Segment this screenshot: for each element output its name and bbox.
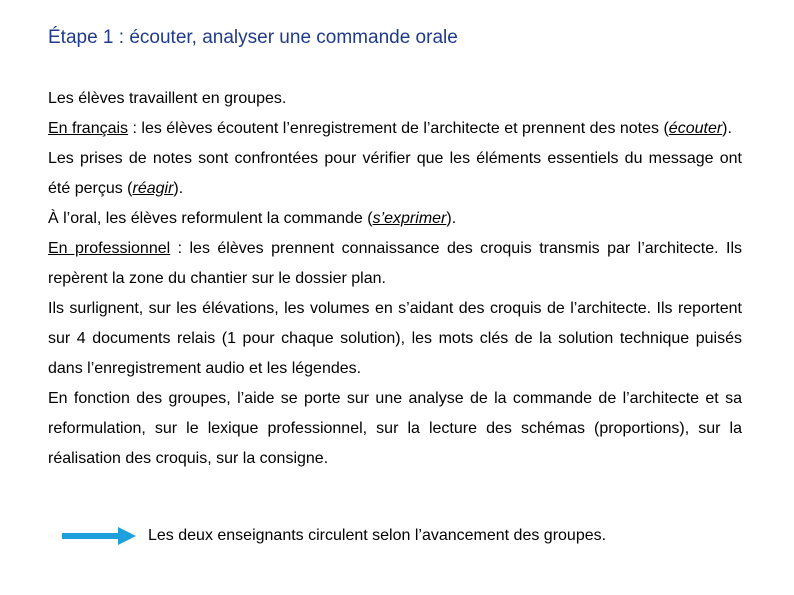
prises-paragraph (48, 144, 742, 204)
oral-paragraph (48, 204, 742, 234)
oral-text-a: À l’oral, les élèves reformulent la commande ( (48, 210, 373, 227)
arrow-right-icon (62, 526, 136, 546)
footer-note (62, 521, 606, 551)
surlignent-paragraph: Ils surlignent, sur les élévations, les volumes en s’aidant des croquis de l’architecte. Ils reportent sur 4 documents relais (1 pour chaque solution), les mots clés de la solution technique puisés dans l’enregistrement audio et les légendes. (48, 300, 742, 377)
oral-text-b: ). (446, 210, 457, 227)
oral-em: s’exprimer (372, 210, 447, 227)
pro-paragraph (48, 234, 742, 294)
footer-text: Les deux enseignants circulent selon l’avancement des groupes. (148, 527, 607, 544)
intro-paragraph: Les élèves travaillent en groupes. (48, 90, 287, 107)
pro-label: En professionnel (48, 240, 171, 257)
francais-em: écouter (668, 120, 723, 137)
pro-text-a: : les élèves prennent connaissance des croquis transmis par l’architecte. Ils repèrent la zone du chantier sur le dossier plan. (48, 240, 743, 287)
prises-text-b: ). (173, 180, 184, 197)
document-body (48, 84, 742, 474)
page-title: Étape 1 : écouter, analyser une commande orale (48, 27, 458, 48)
francais-text-b: ). (722, 120, 732, 137)
francais-text-a: : les élèves écoutent l’enregistrement de l’architecte et prennent des notes ( (128, 120, 669, 137)
francais-label: En français (48, 120, 129, 137)
prises-em: réagir (132, 180, 174, 197)
aide-paragraph: En fonction des groupes, l’aide se porte sur une analyse de la commande de l’architecte et sa reformulation, sur le lexique professionnel, sur la lecture des schémas (proportions), sur la réalisation des croquis, sur la consigne. (48, 390, 742, 467)
prises-text-a: Les prises de notes sont confrontées pour vérifier que les éléments essentiels du message ont été perçus ( (48, 150, 742, 197)
francais-paragraph (48, 114, 742, 144)
